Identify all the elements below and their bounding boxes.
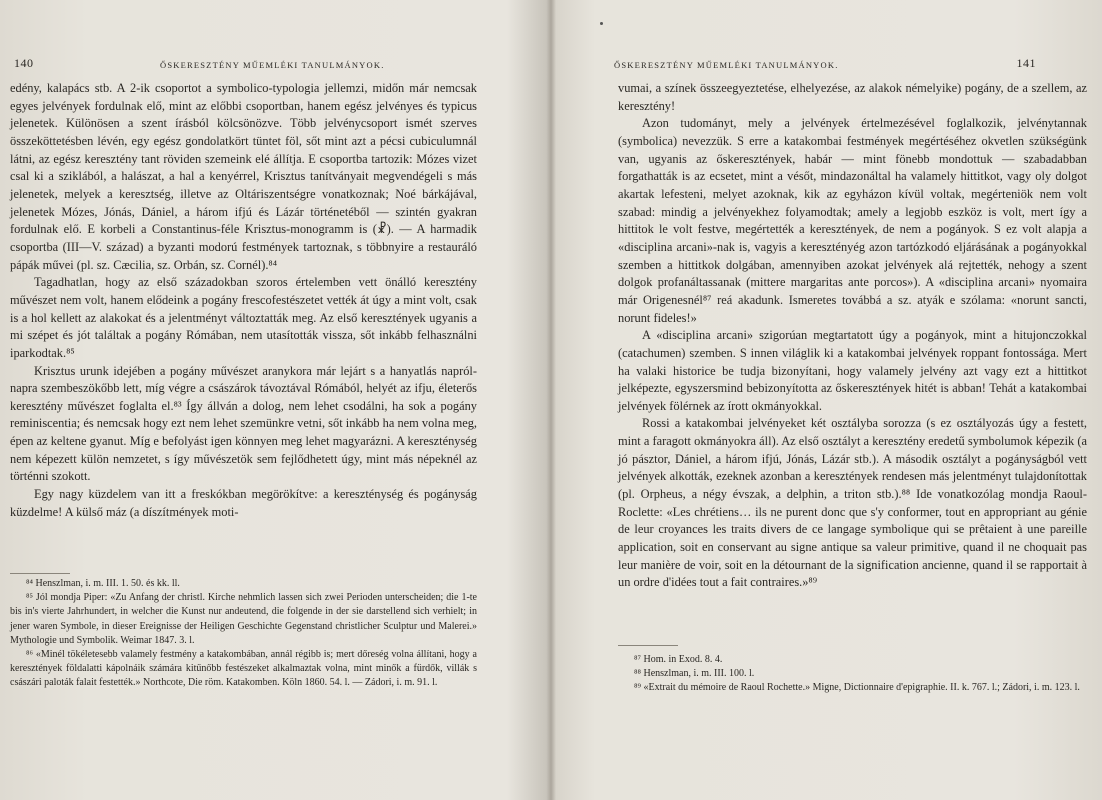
footnote: ⁸⁷ Hom. in Exod. 8. 4. [634,654,723,665]
footnote-rule [10,573,70,574]
footnote-rule [618,645,678,646]
footnotes [618,653,1087,696]
footnote: ⁸⁴ Henszlman, i. m. III. 1. 50. és kk. ll. [26,578,180,589]
left-page [0,0,550,800]
right-page [552,0,1102,800]
footnote: ⁸⁸ Henszlman, i. m. III. 100. l. [634,668,755,680]
running-head: ŐSKERESZTÉNY MŰEMLÉKI TANULMÁNYOK. [160,60,385,70]
page-number: 140 [14,56,34,70]
paragraph: Rossi a katakombai jelvényeket két osztályba sorozza (s ez osztályozás úgy a festett, mint a faragott okmányokra áll). Az első osztályt a keresztény eredetű symbolumok képezik (a jó pásztor, Dániel, a három ifjú, Jónás, Lázár stb.). A második osztályt a pogányságból vett jelvények alkották, ezeknek azonban a keresztények rendesen más jelentményt tulajdonítottak (pl. Orpheus, a négy évszak, a delphin, a triton stb.).⁸⁸ Ide vonatkozólag mondja Raoul-Roclette: «Les chrétiens… ils ne purent donc que s'y conformer, tout en appropriant au génie de leur croyances les traits divers de ce langage symbolique qui se prêtaient à une pareille application, soit en conservant au signe antique sa valeur primitive, quand il ne choquait pas leur manière de voir, soit en la détournant de la signification ancienne, quand il se rapportait à un ordre d'idées tout a fait contraires.»⁸⁹ [618,416,1087,590]
footnote: ⁸⁵ Jól mondja Piper: «Zu Anfang der christl. Kirche nehmlich lassen sich zwei Perioden unterscheiden; die 1-te bis in's vierte Jahrhundert, in welcher die Kunst nur andeutend, die folgende in der sie darstellend sich verhielt; in jener waren Symbole, in dieser Ereignisse der Heiligen Geschichte Gegenstand christlicher Sculptur und Malerei.» Mythologie und Symbolik. Weimar 1847. 3. l. [10,592,477,646]
body-text [618,80,1087,592]
paragraph: Egy nagy küzdelem van itt a freskókban megörökítve: a kereszténység és pogányság küzdelme! A külső máz (a díszítmények moti- [10,487,477,519]
running-head: ŐSKERESZTÉNY MŰEMLÉKI TANULMÁNYOK. [614,60,839,70]
footnote: ⁸⁶ «Minél tökéletesebb valamely festmény a katakombában, annál régibb is; mert dőreség volna állítani, hogy a keresztények földalatti kápolnáik számára kitűnőbb festészeket alkalmaztak volna, mint minők a fürdők, villák s császári paloták falait festették.» Northcote, Die röm. Katakomben. Köln 1860. 54. l. — Zádori, i. m. 91. l. [10,649,477,689]
paragraph: Krisztus urunk idejében a pogány művészet aranykora már lejárt s a hanyatlás napról-napra szembeszökőbb lett, míg végre a császárok távoztával Rómából, helyét az ifju, életerős keresztény művészet foglalta el.⁸³ Így állván a dolog, nem lehet csodálni, ha sok a pogány reminiscentia; és nemcsak hogy ezt nem lehet szemünkre vetni, sőt inkább ha nem volna meg, épen az keltene gyanut. Míg e befolyást igen könnyen meg lehet magyarázni. A kereszténység nem képezett külön nemzetet, s így művészetök sem fejlődhetett úgy, mint más népeknél az történni szokott. [10,363,477,484]
footnote: ⁸⁹ «Extrait du mémoire de Raoul Rochette.» Migne, Dictionnaire d'epigraphie. II. k. 767. l.; Zádori, i. m. 123. l. [634,682,1080,694]
paragraph: Azon tudományt, mely a jelvények értelmezésével foglalkozik, jelvénytannak (symbolica) nevezzük. S erre a katakombai festmények megértéséhez okvetlen szükségünk van, ugyanis az őskeresztények, habár — mint fönebb mondottuk — szabadabban forgathatták is az ecsetet, mint a vésőt, mindazonáltal ha valamely hittitkot, vagy oly dolgot akartak lefesteni, melyet azoknak, kik az egyházon kívül voltak, megérteniök nem volt szabad: mindig a jelvényekhez folyamodtak; amely a legjobb eszköz is volt, mert így a hittitok le volt festve, megértették a keresztények, de nem a pogányok. S ez volt alapja a «disciplina arcani»-nak is, vagyis a keresztényég azon tartózkodó eljárásának a pogányokkal szemben a hittitkok dolgában, amennyiben azokat jelvények alá rejtették, nehogy a szent dolgok profanáltassanak (mittere margaritas ante porcos»). A «disciplina arcani» nyomaira már Origenesnél⁸⁷ reá akadunk. Ismeretes továbbá a sz. atyák e szólama: «norunt sancti, norunt fideles!» [618,116,1087,325]
paragraph: A «disciplina arcani» szigorúan megtartatott úgy a pogányok, mint a hitujonczokkal (catachumen) szemben. S innen világlik ki a katakombai jelvények roppant fontossága. Mert ha valaki historice be tudja bizonyítani, hogy valamely jelvény azt vagy ezt a hittitkot jelképezte, egyszersmind bebizonyította az őskeresztények hitét is abban! Tehát a katakombai jelvények fölérnek az írott okmányokkal. [618,328,1087,413]
paragraph: Tagadhatlan, hogy az első századokban szoros értelemben vett önálló keresztény művészet nem volt, hanem elődeink a pogány frescofestészetet vették át úgy a mint volt, csak is a hol kellett az alakokat és a jelentményt változtatták meg. Az első keresztények ugyanis a mi szépet és jót találtak a pogány Rómában, nem utasították vissza, sőt inkább felhasználni iparkodtak.⁸⁵ [10,275,477,360]
body-text [10,80,477,521]
paragraph: edény, kalapács stb. A 2-ik csoportot a symbolico-typologia jellemzi, midőn már nemcsak egyes jelvények fordulnak elő, mint az előbbi csoportban, hanem egész jelvényes és typicus jelenetek. Különösen a szent írásból kölcsönözve. Több jelvénycsoport ismét szerves összeköttetésben lévén, egy egész gondolatkört tüntet föl, sőt mint azt a pécsi cubiculumnál látni, az egész keresztény tant röviden szemeink elé állítja. E csoportba tartozik: Mózes vizet csal ki a sziklából, a halászat, a hal a kenyérrel, Krisztus tanítványait megvendégeli s más jelenetek, melyek a keresztség, illetve az Oltáriszentségre vonatkoznak; Noé bárkájával, jelenetek Mózes, Jónás, Dániel, a három ifjú és Lázár történetéből — szintén gyakran fordulnak elő. E korbeli a Constantinus-féle Krisztus-monogramm is (☧). — A harmadik csoportba (III—V. század) a byzanti modorú festmények tartoznak, s többnyire a restauráló pápák művei (pl. sz. Cæcilia, sz. Orbán, sz. Cornél).⁸⁴ [10,81,477,272]
paragraph: vumai, a színek összeegyeztetése, elhelyezése, az alakok némelyike) pogány, de a szellem, az keresztény! [618,81,1087,113]
footnotes [10,577,477,691]
page-number: 141 [1016,56,1036,70]
